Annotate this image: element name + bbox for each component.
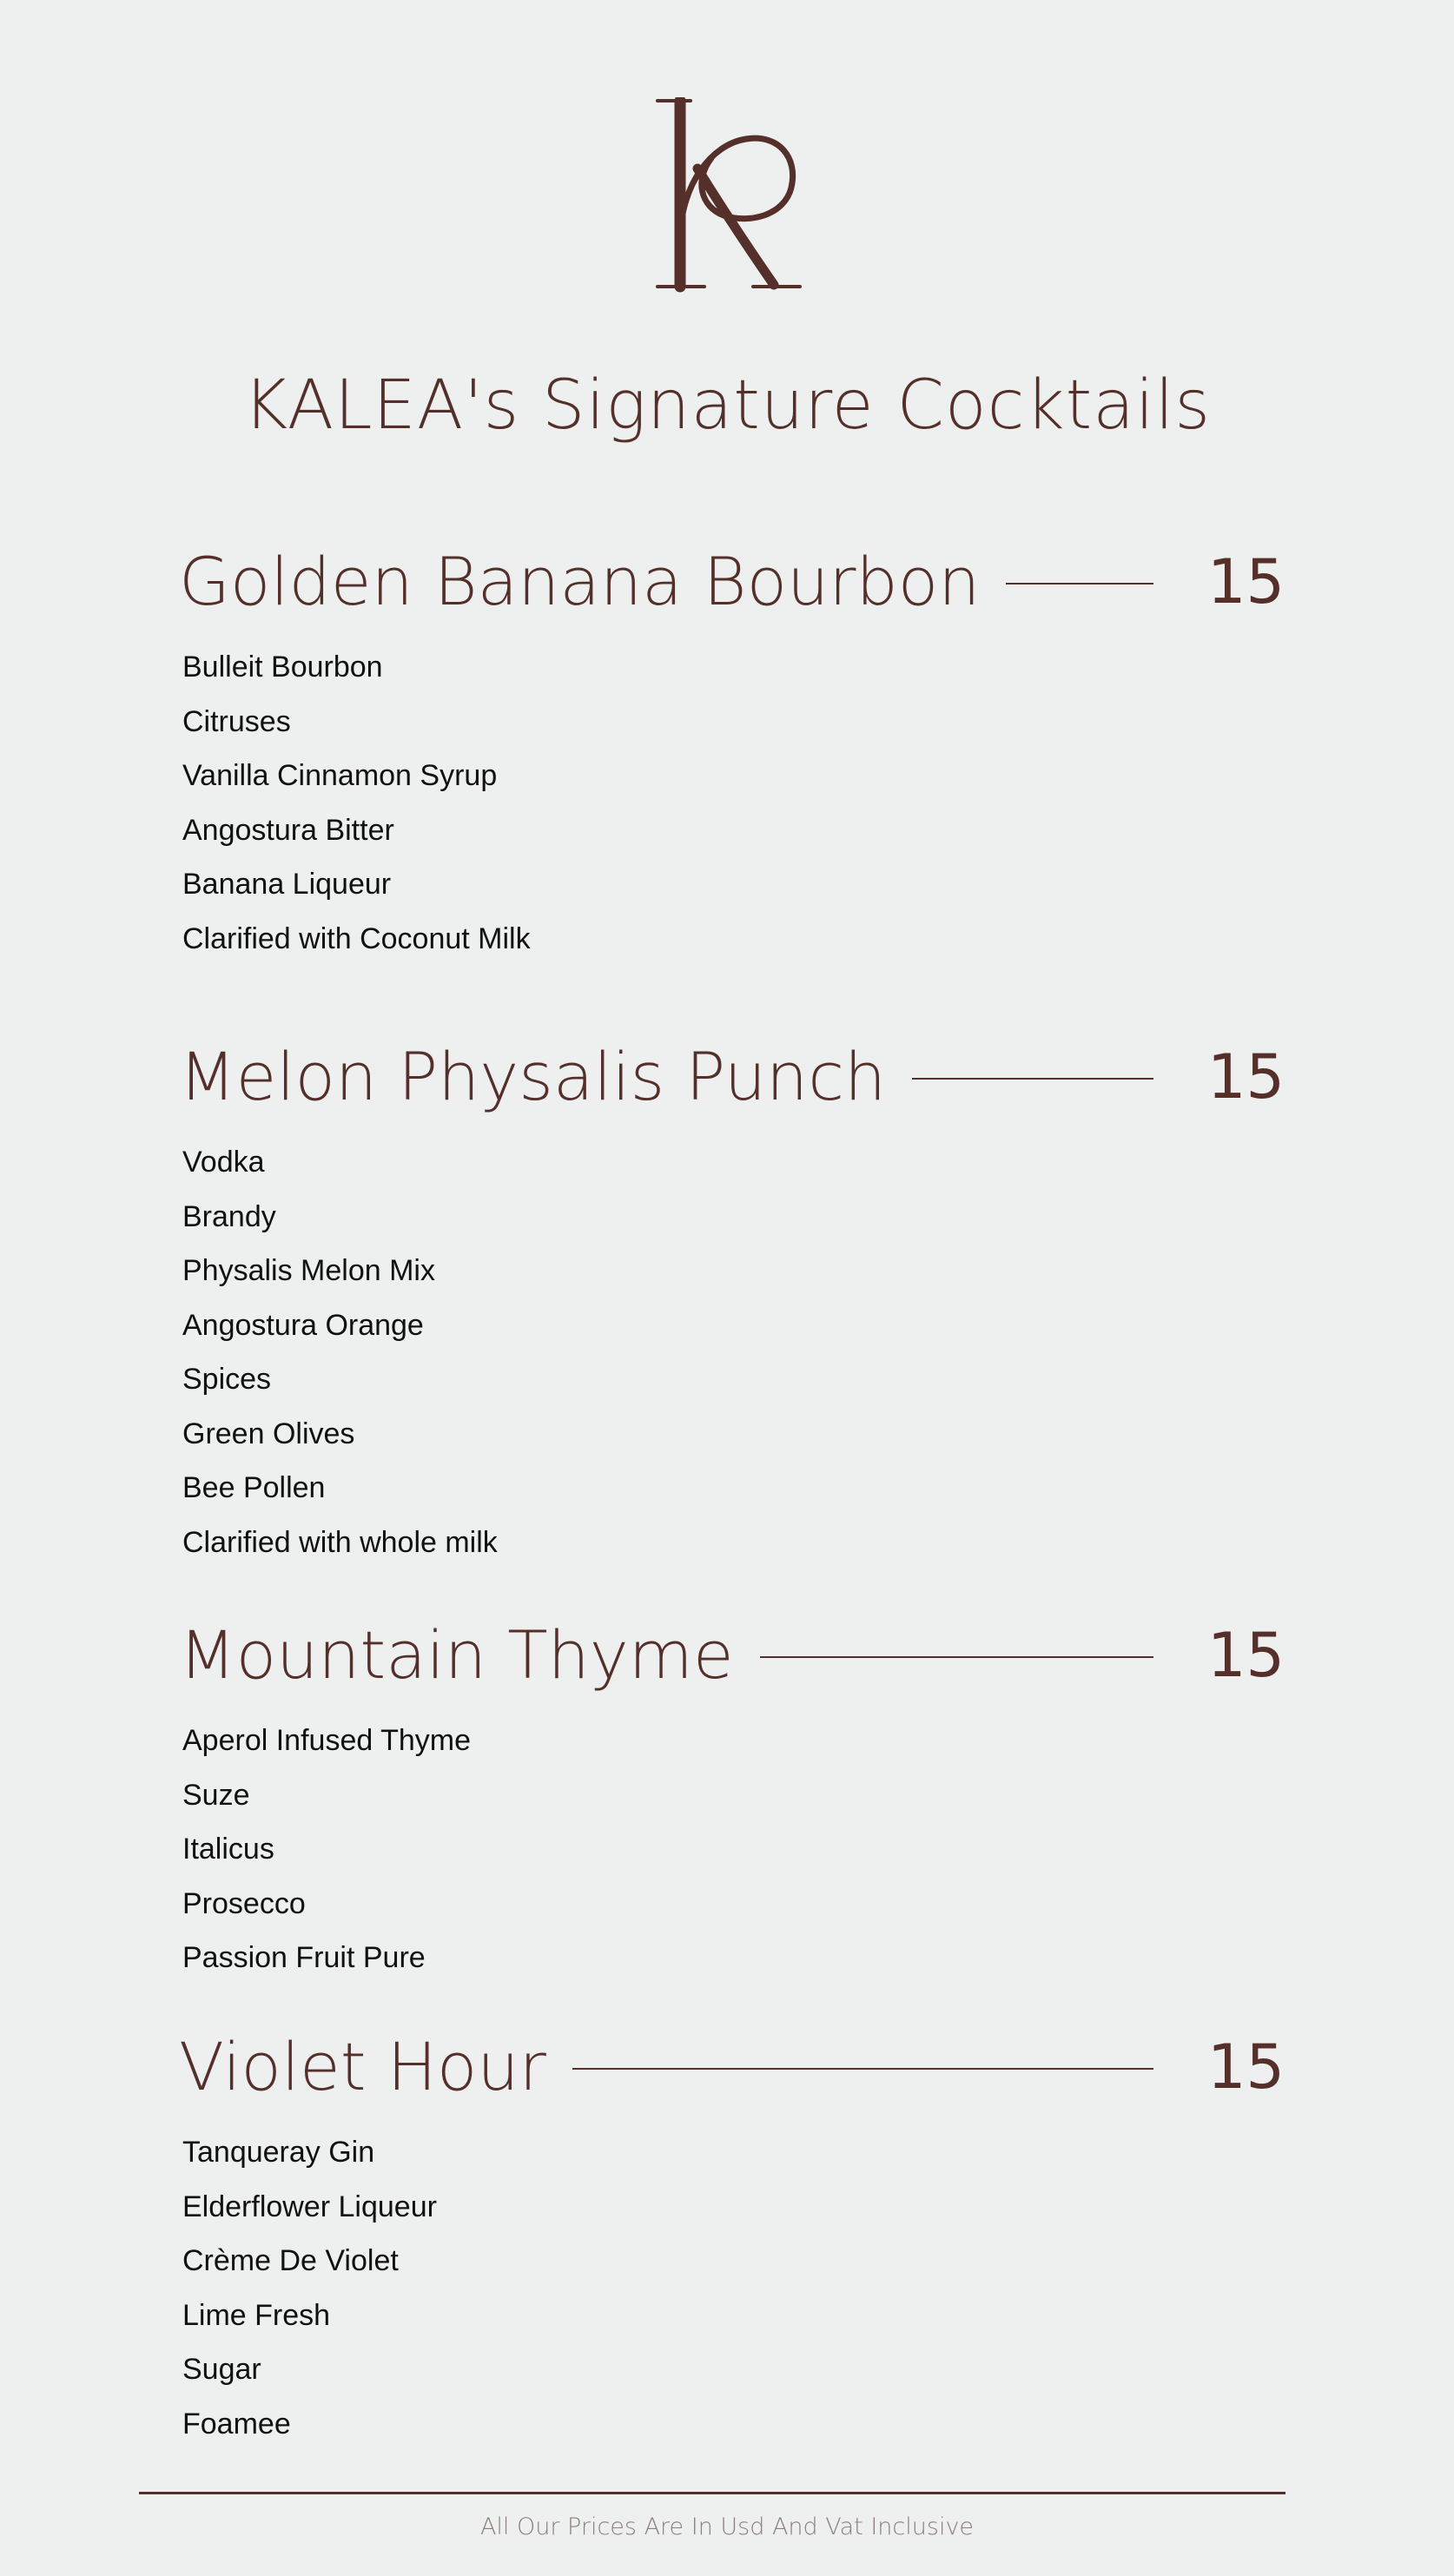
- menu-item-price: 15: [1207, 1041, 1285, 1113]
- ingredient: Italicus: [182, 1833, 274, 1866]
- menu-item: [0, 1029, 1454, 1559]
- menu-item-price: 15: [1207, 546, 1285, 618]
- menu-item: [0, 534, 1454, 955]
- ingredient: Citruses: [182, 704, 291, 738]
- menu-item-price: 15: [1207, 2031, 1285, 2103]
- ingredient: Spices: [182, 1363, 272, 1396]
- ingredient-list: [182, 1714, 471, 1985]
- ingredient: Prosecco: [182, 1886, 306, 1920]
- kalea-k-monogram-icon: [656, 97, 803, 294]
- ingredient: Green Olives: [182, 1417, 355, 1450]
- ingredient: Sugar: [182, 2353, 261, 2386]
- ingredient: Suze: [182, 1778, 250, 1812]
- ingredient: Passion Fruit Pure: [182, 1941, 426, 1974]
- ingredient-list: [182, 2125, 437, 2451]
- footer-divider: [139, 2492, 1285, 2494]
- menu-item-divider: [1006, 583, 1153, 585]
- ingredient: Foamee: [182, 2407, 291, 2441]
- ingredient: Bee Pollen: [182, 1471, 326, 1504]
- ingredient: Aperol Infused Thyme: [182, 1724, 471, 1757]
- menu-item-name: Mountain Thyme: [179, 1616, 734, 1694]
- menu-item: [0, 2019, 1454, 2441]
- ingredient: Tanqueray Gin: [182, 2136, 375, 2169]
- ingredient: Vanilla Cinnamon Syrup: [182, 759, 498, 792]
- ingredient: Clarified with Coconut Milk: [182, 921, 531, 955]
- ingredient: Vodka: [182, 1146, 265, 1179]
- menu-item-divider: [572, 2068, 1153, 2070]
- ingredient: Brandy: [182, 1199, 276, 1233]
- menu-item-divider: [760, 1656, 1153, 1658]
- ingredient: Angostura Orange: [182, 1308, 424, 1342]
- ingredient: Angostura Bitter: [182, 813, 394, 847]
- ingredient: Lime Fresh: [182, 2298, 331, 2332]
- footer-note: All Our Prices Are In Usd And Vat Inclusive: [479, 2513, 975, 2540]
- menu-item-price: 15: [1207, 1620, 1285, 1691]
- menu-item-header: [0, 1029, 1454, 1125]
- menu-item-divider: [912, 1078, 1153, 1080]
- ingredient-list: [182, 1135, 498, 1569]
- page-title: KALEA's Signature Cocktails: [242, 367, 1212, 445]
- menu-item-name: Melon Physalis Punch: [179, 1038, 887, 1115]
- ingredient: Elderflower Liqueur: [182, 2190, 437, 2223]
- ingredient: Banana Liqueur: [182, 868, 392, 901]
- menu-item-header: [0, 2019, 1454, 2115]
- menu-item-header: [0, 534, 1454, 630]
- ingredient: Clarified with whole milk: [182, 1525, 498, 1559]
- menu-item-name: Violet Hour: [179, 2028, 546, 2105]
- ingredient-list: [182, 640, 531, 966]
- menu-item: [0, 1608, 1454, 1974]
- menu-item-header: [0, 1608, 1454, 1703]
- ingredient: Bulleit Bourbon: [182, 651, 383, 684]
- ingredient: Physalis Melon Mix: [182, 1254, 435, 1287]
- ingredient: Crème De Violet: [182, 2244, 399, 2277]
- menu-item-name: Golden Banana Bourbon: [179, 543, 981, 620]
